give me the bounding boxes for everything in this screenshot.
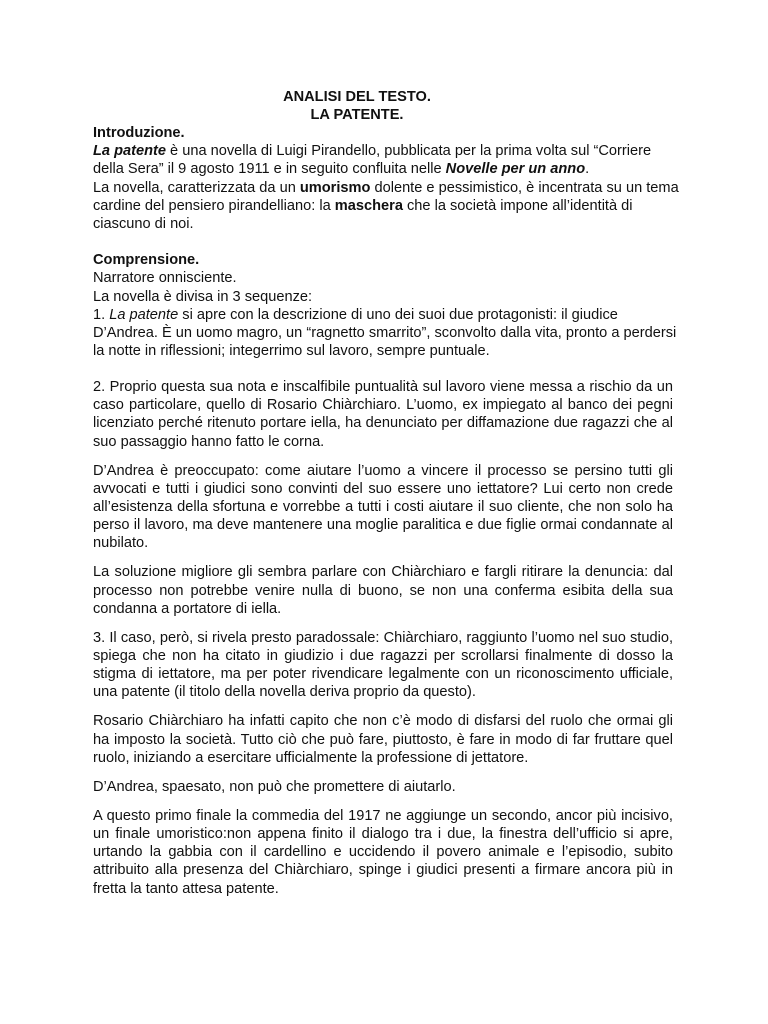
sequence-1-italic: La patente <box>109 306 179 323</box>
intro-paragraph-2 <box>93 179 683 234</box>
spacer <box>93 233 683 251</box>
intro-p2-text-1: La novella, caratterizzata da un <box>93 179 300 196</box>
paragraph: D’Andrea è preoccupato: come aiutare l’uomo a vincere il processo se persino tutti gli avvocati e tutti i giudici sono convinti del suo essere uno iettatore? Lui certo non crede all’esistenza della sfortuna e vorrebbe a tutti i costi aiutare il suo cliente, che non solo ha perso il lavoro, ma deve mantenere una moglie paralitica e due figlie ormai condannate al nubilato. <box>93 462 673 552</box>
intro-p2-bold-1: umorismo <box>299 179 371 196</box>
intro-p2-text-2: dolente e pessimistico, è incentrata su un tema cardine del pensiero pirandelliano: la <box>93 179 679 214</box>
comprensione-line-2: La novella è divisa in 3 sequenze: <box>93 288 313 305</box>
intro-heading: Introduzione. <box>93 125 185 141</box>
intro-p2-bold-2: maschera <box>334 197 403 214</box>
intro-section <box>93 124 683 360</box>
intro-paragraph-1 <box>93 142 683 178</box>
intro-text-1: è una novella di Luigi Pirandello, pubblicata per la prima volta sul “Corriere della Sera” il 9 agosto 1911 e in seguito confluita nelle <box>93 143 652 178</box>
intro-title-italic: La patente <box>93 143 166 160</box>
comprensione-heading: Comprensione. <box>93 252 200 269</box>
intro-book-italic: Novelle per un anno <box>445 161 586 178</box>
title-line-2: LA PATENTE. <box>310 107 404 124</box>
paragraph: 3. Il caso, però, si rivela presto paradossale: Chiàrchiaro, raggiunto l’uomo nel suo studio, spiega che non ha citato in giudizio i due ragazzi per scrollarsi finalmente di dosso la stigma di iettatore, ma per poter rivendicare legalmente con un riconoscimento ufficiale, una patente (il titolo della novella deriva proprio da questo). <box>93 629 673 701</box>
paragraph: A questo primo finale la commedia del 1917 ne aggiunge un secondo, ancor più incisivo, un finale umoristico:non appena finito il dialogo tra i due, la finestra dell’ufficio si apre, urtando la gabbia con il cardellino e uccidendo il povero animale e l’episodio, subito attribuito alla presenza del Chiàrchiaro, spinge i giudici presenti a firmare ancora più in fretta la tanto attesa patente. <box>93 807 673 897</box>
body-paragraphs <box>93 378 673 909</box>
paragraph: 2. Proprio questa sua nota e inscalfibile puntualità sul lavoro viene messa a rischio da un caso particolare, quello di Rosario Chiàrchiaro. L’uomo, ex impiegato al banco dei pegni licenziato perché ritenuto portare iella, ha denunciato per diffamazione due ragazzi che al suo passaggio hanno fatto le corna. <box>93 379 673 450</box>
comprensione-line-1: Narratore onnisciente. <box>93 270 237 287</box>
paragraph: D’Andrea, spaesato, non può che promettere di aiutarlo. <box>93 778 456 795</box>
paragraph: Rosario Chiàrchiaro ha infatti capito che non c’è modo di disfarsi del ruolo che ormai gli ha imposto la società. Tutto ciò che può fare, piuttosto, è fare in modo di far fruttare quel ruolo, iniziando a esercitare ufficialmente la professione di jettatore. <box>93 713 673 766</box>
title-line-1: ANALISI DEL TESTO. <box>283 89 431 105</box>
document-title <box>0 88 768 124</box>
paragraph: La soluzione migliore gli sembra parlare con Chiàrchiaro e fargli ritirare la denuncia: dal processo non potrebbe venire nulla di buono, se non una conferma esibita della sua condanna a portatore di iella. <box>93 564 673 617</box>
sequence-1-text: si apre con la descrizione di uno dei suoi due protagonisti: il giudice D’Andrea. È un uomo magro, un “ragnetto smarrito”, sconvolto dalla vita, pronto a perdersi la notte in riflessioni; integerrimo sul lavoro, sempre puntuale. <box>93 306 677 360</box>
sequence-1 <box>93 306 683 361</box>
intro-p2-text-3: che la società impone all’identità di ciascuno di noi. <box>93 197 633 233</box>
intro-text-2: . <box>585 161 590 178</box>
sequence-1-number: 1. <box>93 306 110 323</box>
